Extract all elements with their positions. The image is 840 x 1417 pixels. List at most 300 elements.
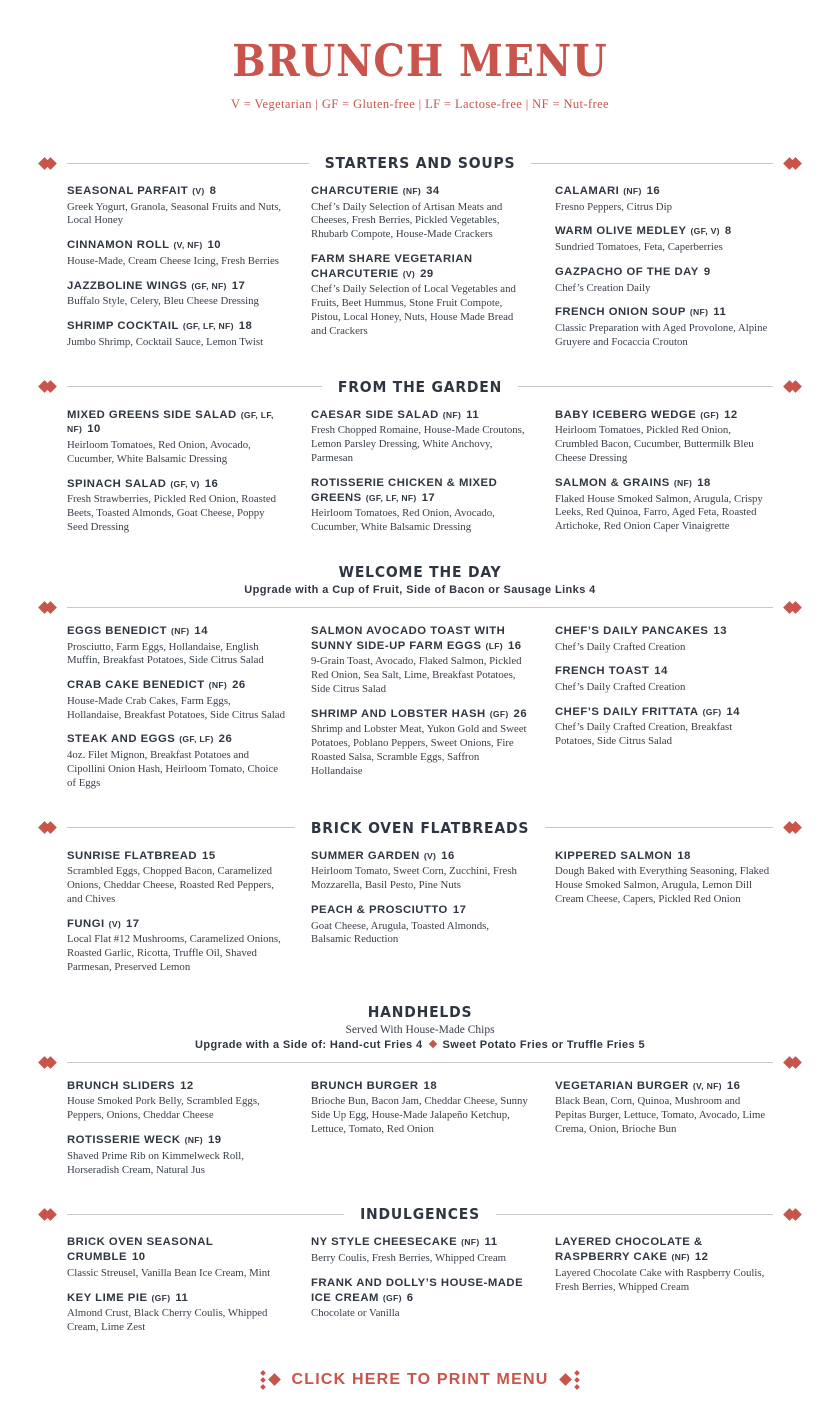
menu-column xyxy=(555,624,773,801)
diamond-dot xyxy=(260,1370,266,1376)
menu-item-title xyxy=(311,1079,529,1094)
menu-item-price: 17 xyxy=(231,279,246,292)
section-edge-diamond-icon xyxy=(785,603,800,612)
menu-item-price: 17 xyxy=(421,491,436,504)
menu-item-name: SALMON & GRAINS xyxy=(555,476,670,489)
menu-item-diet-tags: (GF) xyxy=(700,409,720,420)
menu-item-diet-tags: (GF, LF, NF) xyxy=(365,492,417,503)
menu-item-name: CHEF’S DAILY PANCAKES xyxy=(555,624,709,637)
menu-column xyxy=(311,1235,529,1344)
menu-column xyxy=(311,1079,529,1188)
menu-item xyxy=(67,279,285,309)
menu-sections xyxy=(40,154,800,1345)
section-rule-line xyxy=(67,1214,344,1215)
menu-item-description: Black Bean, Corn, Quinoa, Mushroom and Pepitas Burger, Lettuce, Tomato, Avocado, Lime Crema, Onion, Brioche Bun xyxy=(555,1095,766,1136)
menu-item-title xyxy=(311,1235,529,1250)
diamond-dot xyxy=(575,1370,581,1376)
menu-item-title xyxy=(311,903,529,918)
menu-item-title xyxy=(67,238,285,253)
section-rule-line xyxy=(67,386,322,387)
menu-item-diet-tags: (NF) xyxy=(623,186,642,196)
section-subtitle-text: Served With House-Made Chips xyxy=(345,1023,495,1036)
menu-item-price: 11 xyxy=(713,306,727,319)
menu-item-title xyxy=(67,1079,285,1094)
section-rule-line xyxy=(67,1062,773,1063)
print-menu-link[interactable]: CLICK HERE TO PRINT MENU xyxy=(291,1370,549,1388)
menu-item-diet-tags: (NF) xyxy=(461,1237,480,1248)
menu-item-price: 18 xyxy=(423,1079,438,1092)
section-edge-diamond-icon xyxy=(40,382,55,391)
section-title: HANDHELDS xyxy=(367,1002,473,1021)
section-header-rule xyxy=(40,819,800,837)
menu-item-price: 8 xyxy=(209,185,217,197)
menu-item-name: STEAK AND EGGS xyxy=(67,733,176,746)
menu-item-name: ROTISSERIE CHICKEN & MIXED GREENS xyxy=(311,476,498,504)
menu-item-price: 6 xyxy=(406,1291,414,1304)
large-diamond-icon xyxy=(560,1373,573,1386)
menu-item-price: 26 xyxy=(232,679,246,692)
menu-item xyxy=(311,476,529,535)
section-bottom-rule xyxy=(40,603,800,612)
menu-item-diet-tags: (GF, NF) xyxy=(191,280,227,291)
menu-item xyxy=(311,184,529,242)
menu-item xyxy=(311,849,529,893)
menu-item xyxy=(555,849,773,907)
menu-item-name: BRICK OVEN SEASONAL CRUMBLE xyxy=(67,1236,214,1264)
diamond-stack-icon xyxy=(575,1371,579,1389)
menu-item-description: House Smoked Pork Belly, Scrambled Eggs, Peppers, Onions, Cheddar Cheese xyxy=(67,1095,260,1122)
menu-item xyxy=(555,664,773,694)
section-edge-diamond-icon xyxy=(785,823,800,832)
menu-column xyxy=(67,624,285,801)
menu-item-price: 12 xyxy=(694,1251,709,1264)
section-edge-diamond-icon xyxy=(40,1210,55,1219)
menu-item-name: FRENCH ONION SOUP xyxy=(555,306,686,319)
section-rule-line xyxy=(67,163,309,164)
menu-item-price: 16 xyxy=(646,185,661,197)
menu-item-title xyxy=(311,849,529,864)
menu-item-name: WARM OLIVE MEDLEY xyxy=(555,225,687,238)
section-rule-line xyxy=(545,827,773,828)
section-edge-diamond-icon xyxy=(40,1058,55,1067)
menu-column xyxy=(555,184,773,360)
menu-item-title xyxy=(67,732,285,747)
menu-item-description: Chef’s Daily Selection of Artisan Meats and Cheeses, Fresh Berries, Pickled Vegetables, Rhubarb Compote, House-Made Crackers xyxy=(311,200,503,241)
section-subtitle xyxy=(40,1039,800,1051)
menu-item-description: Fresh Strawberries, Pickled Red Onion, Roasted Beets, Toasted Almonds, Goat Cheese, Poppy Seed Dressing xyxy=(67,493,277,534)
section-rule-line xyxy=(496,1214,773,1215)
menu-item-title xyxy=(67,678,285,693)
menu-item xyxy=(311,408,529,466)
menu-item-price: 10 xyxy=(87,423,101,436)
menu-item-price: 26 xyxy=(513,707,528,720)
menu-item-diet-tags: (GF, V) xyxy=(170,478,200,489)
menu-item-title xyxy=(67,624,285,639)
menu-item xyxy=(311,252,529,339)
menu-item-name: FRANK AND DOLLY’S HOUSE-MADE ICE CREAM xyxy=(311,1276,524,1304)
menu-item-title xyxy=(311,408,529,423)
menu-item-price: 18 xyxy=(677,849,691,862)
menu-item-name: JAZZBOLINE WINGS xyxy=(67,279,188,292)
menu-item-title xyxy=(555,265,773,280)
dietary-legend: V = Vegetarian | GF = Gluten-free | LF = Lactose-free | NF = Nut-free xyxy=(230,97,609,111)
menu-item xyxy=(67,624,285,668)
diamond-dot xyxy=(575,1384,581,1390)
menu-column xyxy=(311,408,529,545)
menu-item-diet-tags: (V) xyxy=(108,918,122,929)
menu-item-description: 9-Grain Toast, Avocado, Flaked Salmon, Pickled Red Onion, Sea Salt, Lime, Breakfast Potatoes, Side Citrus Salad xyxy=(311,655,522,695)
section-columns xyxy=(67,1079,773,1188)
menu-item-price: 18 xyxy=(697,476,711,489)
menu-item-diet-tags: (NF) xyxy=(402,186,422,196)
menu-item-title xyxy=(555,1235,773,1264)
page-title: BRUNCH MENU xyxy=(232,36,608,87)
menu-item-description: Local Flat #12 Mushrooms, Caramelized Onions, Roasted Garlic, Ricotta, Truffle Oil, Shaved Parmesan, Preserved Lemon xyxy=(67,933,281,973)
menu-item-price: 34 xyxy=(426,185,440,197)
menu-item-name: FARM SHARE VEGETARIAN CHARCUTERIE xyxy=(311,253,473,280)
menu-item xyxy=(67,477,285,535)
section-bottom-rule xyxy=(40,1058,800,1067)
menu-item xyxy=(67,678,285,722)
menu-item-name: MIXED GREENS SIDE SALAD xyxy=(67,408,237,421)
menu-item-diet-tags: (V) xyxy=(423,850,437,861)
menu-item-description: Dough Baked with Everything Seasoning, Flaked House Smoked Salmon, Arugula, Lemon Dill Cream Cheese, Capers, Pickled Red Onion xyxy=(555,865,770,905)
menu-item-description: Heirloom Tomatoes, Red Onion, Avocado, Cucumber, White Balsamic Dressing xyxy=(67,439,251,465)
menu-item-name: BABY ICEBERG WEDGE xyxy=(555,408,697,421)
section-columns xyxy=(67,184,773,360)
section-subtitle xyxy=(40,1024,800,1036)
menu-item-title xyxy=(67,1291,285,1306)
menu-item-description: Heirloom Tomatoes, Red Onion, Avocado, Cucumber, White Balsamic Dressing xyxy=(311,507,495,534)
menu-item-diet-tags: (NF) xyxy=(442,409,462,420)
menu-item-name: EGGS BENEDICT xyxy=(67,624,168,637)
menu-item-diet-tags: (NF) xyxy=(171,625,190,636)
menu-item xyxy=(67,1133,285,1177)
menu-item xyxy=(311,707,529,779)
large-diamond-icon xyxy=(268,1373,281,1386)
menu-item-title xyxy=(555,224,773,239)
menu-item-title xyxy=(311,624,529,653)
menu-item-diet-tags: (V, NF) xyxy=(173,240,203,251)
menu-item-description: Chef’s Daily Crafted Creation, Breakfast Potatoes, Side Citrus Salad xyxy=(555,721,733,748)
section-title: FROM THE GARDEN xyxy=(337,377,503,396)
menu-item xyxy=(67,238,285,268)
menu-item-name: SALMON AVOCADO TOAST WITH SUNNY SIDE-UP FARM EGGS xyxy=(311,624,506,652)
menu-item xyxy=(555,224,773,254)
menu-item-description: Brioche Bun, Bacon Jam, Cheddar Cheese, Sunny Side Up Egg, House-Made Jalapeño Ketchup, Lettuce, Tomato, Red Onion xyxy=(311,1095,528,1136)
menu-item xyxy=(555,408,773,466)
menu-column xyxy=(555,849,773,985)
menu-item-title xyxy=(67,917,285,932)
menu-item-name: SUMMER GARDEN xyxy=(311,849,420,862)
menu-item-description: Chef’s Daily Crafted Creation xyxy=(555,640,686,653)
menu-item-price: 9 xyxy=(703,265,711,278)
menu-item-price: 19 xyxy=(207,1134,222,1147)
menu-item-price: 8 xyxy=(724,225,732,238)
menu-column xyxy=(555,408,773,545)
menu-item-price: 14 xyxy=(726,705,740,718)
print-decoration-left-icon xyxy=(261,1371,279,1389)
menu-section-2 xyxy=(40,378,800,545)
menu-item-description: Classic Streusel, Vanilla Bean Ice Cream, Mint xyxy=(67,1266,271,1279)
menu-item-diet-tags: (NF) xyxy=(689,307,709,318)
menu-item-name: FUNGI xyxy=(67,917,105,930)
menu-item-title xyxy=(555,184,773,199)
menu-item-description: Goat Cheese, Arugula, Toasted Almonds, Balsamic Reduction xyxy=(311,919,490,946)
section-edge-diamond-icon xyxy=(40,603,55,612)
menu-item xyxy=(67,849,285,907)
menu-item xyxy=(555,265,773,295)
menu-item-diet-tags: (GF, V) xyxy=(690,226,720,237)
menu-item-price: 10 xyxy=(207,239,222,252)
menu-section-4 xyxy=(40,819,800,985)
menu-item xyxy=(311,1079,529,1137)
section-title: WELCOME THE DAY xyxy=(338,562,502,581)
menu-item-price: 11 xyxy=(466,408,480,421)
menu-item-diet-tags: (LF) xyxy=(485,640,503,651)
menu-item-diet-tags: (NF) xyxy=(184,1135,203,1146)
menu-item xyxy=(555,476,773,534)
menu-item xyxy=(311,1235,529,1265)
menu-item-description: Classic Preparation with Aged Provolone, Alpine Gruyere and Focaccia Crouton xyxy=(555,322,768,348)
menu-item-diet-tags: (V) xyxy=(402,268,416,279)
menu-column xyxy=(67,1079,285,1188)
menu-item-description: Greek Yogurt, Granola, Seasonal Fruits and Nuts, Local Honey xyxy=(67,200,282,227)
menu-item-title xyxy=(67,477,285,492)
menu-item-title xyxy=(67,849,285,864)
section-edge-diamond-icon xyxy=(785,1058,800,1067)
menu-item-name: SHRIMP AND LOBSTER HASH xyxy=(311,707,486,720)
menu-item-name: VEGETARIAN BURGER xyxy=(555,1079,689,1092)
menu-item xyxy=(555,184,773,214)
menu-item-name: CAESAR SIDE SALAD xyxy=(311,408,439,421)
menu-item-title xyxy=(555,1079,773,1094)
menu-item-diet-tags: (GF) xyxy=(382,1292,402,1303)
section-edge-diamond-icon xyxy=(40,823,55,832)
menu-item-description: House-Made, Cream Cheese Icing, Fresh Berries xyxy=(67,254,279,267)
diamond-dot xyxy=(260,1377,266,1383)
section-edge-diamond-icon xyxy=(785,1210,800,1219)
menu-item-diet-tags: (GF, LF) xyxy=(179,734,214,745)
menu-column xyxy=(311,184,529,360)
menu-item-description: Prosciutto, Farm Eggs, Hollandaise, English Muffin, Breakfast Potatoes, Side Citrus Salad xyxy=(67,640,264,667)
diamond-dot xyxy=(260,1384,266,1390)
menu-item-diet-tags: (GF) xyxy=(151,1292,171,1303)
menu-item-price: 11 xyxy=(175,1291,189,1304)
menu-item-name: CHARCUTERIE xyxy=(311,185,399,197)
menu-item-title xyxy=(555,705,773,720)
menu-item-title xyxy=(311,707,529,722)
section-edge-diamond-icon xyxy=(40,159,55,168)
menu-item-description: Buffalo Style, Celery, Bleu Cheese Dressing xyxy=(67,295,259,308)
menu-item-description: Fresh Chopped Romaine, House-Made Croutons, Lemon Parsley Dressing, White Anchovy, Parmesan xyxy=(311,424,525,465)
menu-item xyxy=(67,917,285,975)
menu-item-diet-tags: (NF) xyxy=(671,1252,690,1263)
menu-item-name: SUNRISE FLATBREAD xyxy=(67,849,198,862)
menu-item-description: Chef’s Daily Selection of Local Vegetables and Fruits, Beet Hummus, Stone Fruit Compote, Pistou, Local Honey, Nuts, House Made Bread and Crackers xyxy=(311,283,516,337)
menu-item-description: Heirloom Tomatoes, Pickled Red Onion, Crumbled Bacon, Cucumber, Buttermilk Bleu Cheese Dressing xyxy=(555,424,754,465)
section-title: BRICK OVEN FLATBREADS xyxy=(310,818,530,837)
menu-item-price: 18 xyxy=(238,320,253,333)
menu-item-price: 15 xyxy=(202,849,216,862)
menu-item xyxy=(67,184,285,228)
menu-column xyxy=(67,1235,285,1344)
menu-item-price: 12 xyxy=(724,408,738,421)
menu-item-price: 17 xyxy=(126,917,140,930)
menu-item-name: SEASONAL PARFAIT xyxy=(67,185,189,197)
section-subtitle xyxy=(40,584,800,596)
menu-item-name: NY STYLE CHEESECAKE xyxy=(311,1236,458,1249)
menu-item-title xyxy=(67,184,285,199)
menu-item-diet-tags: (GF, LF, NF) xyxy=(67,409,274,435)
menu-item-description: 4oz. Filet Mignon, Breakfast Potatoes and Cipollini Onion Hash, Heirloom Tomato, Choice of Eggs xyxy=(67,749,279,789)
section-header-rule xyxy=(40,154,800,172)
diamond-stack-icon xyxy=(261,1371,265,1389)
section-rule-line xyxy=(518,386,773,387)
menu-item xyxy=(311,1276,529,1321)
menu-item-name: KIPPERED SALMON xyxy=(555,849,673,862)
small-diamond-icon xyxy=(428,1040,436,1048)
menu-item-price: 17 xyxy=(452,903,467,916)
menu-item-title xyxy=(555,624,773,639)
menu-item-name: GAZPACHO OF THE DAY xyxy=(555,265,699,278)
section-subtitle-text: Upgrade with a Cup of Fruit, Side of Bacon or Sausage Links 4 xyxy=(244,583,596,596)
print-decoration-right-icon xyxy=(561,1371,579,1389)
menu-item-price: 11 xyxy=(484,1236,498,1249)
menu-item-description: Jumbo Shrimp, Cocktail Sauce, Lemon Twist xyxy=(67,335,264,348)
menu-item-name: CRAB CAKE BENEDICT xyxy=(67,679,205,692)
menu-item-diet-tags: (V) xyxy=(192,186,205,196)
section-columns xyxy=(67,849,773,985)
menu-item-description: Shrimp and Lobster Meat, Yukon Gold and Sweet Potatoes, Poblano Peppers, Sweet Onions, Fire Roasted Salsa, Scramble Eggs, Saffron Hollandaise xyxy=(311,723,527,777)
menu-item-diet-tags: (GF) xyxy=(702,706,722,717)
menu-item-diet-tags: (GF, LF, NF) xyxy=(182,321,234,332)
menu-item-price: 12 xyxy=(180,1079,194,1092)
menu-item xyxy=(67,1079,285,1123)
menu-item-price: 10 xyxy=(131,1251,146,1264)
menu-item-description: Scrambled Eggs, Chopped Bacon, Caramelized Onions, Cheddar Cheese, Roasted Red Peppers, and Chives xyxy=(67,865,274,905)
menu-item-title xyxy=(555,305,773,320)
section-edge-diamond-icon xyxy=(785,159,800,168)
menu-item-name: LAYERED CHOCOLATE & RASPBERRY CAKE xyxy=(555,1236,703,1264)
menu-item-description: Berry Coulis, Fresh Berries, Whipped Cream xyxy=(311,1252,507,1265)
print-menu-row xyxy=(40,1371,800,1389)
menu-item-price: 16 xyxy=(204,477,219,490)
menu-section-1 xyxy=(40,154,800,360)
section-header-rule xyxy=(40,378,800,396)
menu-item-name: BRUNCH BURGER xyxy=(311,1079,419,1092)
menu-item xyxy=(555,624,773,654)
menu-item-title xyxy=(311,252,529,281)
section-columns xyxy=(67,624,773,801)
menu-item-title xyxy=(555,664,773,679)
menu-item-title xyxy=(67,319,285,334)
menu-item-price: 16 xyxy=(507,639,522,652)
section-header-rule xyxy=(40,1205,800,1223)
menu-section-5 xyxy=(40,1003,800,1188)
menu-item-description: Almond Crust, Black Cherry Coulis, Whipped Cream, Lime Zest xyxy=(67,1307,268,1333)
menu-item xyxy=(311,624,529,697)
menu-column xyxy=(67,184,285,360)
menu-item-description: Chef’s Creation Daily xyxy=(555,281,651,294)
menu-item-name: CINNAMON ROLL xyxy=(67,239,170,252)
menu-item-price: 14 xyxy=(654,665,668,678)
menu-column xyxy=(555,1235,773,1344)
menu-item xyxy=(555,1079,773,1137)
menu-item-price: 13 xyxy=(713,624,727,637)
menu-item-title xyxy=(67,1133,285,1148)
menu-item-name: SPINACH SALAD xyxy=(67,477,167,490)
menu-item-description: Layered Chocolate Cake with Raspberry Coulis, Fresh Berries, Whipped Cream xyxy=(555,1266,765,1293)
menu-item-title xyxy=(311,476,529,505)
menu-item-title xyxy=(555,476,773,491)
menu-item xyxy=(555,705,773,749)
menu-item-name: CALAMARI xyxy=(555,185,620,197)
menu-item-title xyxy=(311,1276,529,1305)
menu-item-diet-tags: (V, NF) xyxy=(692,1080,722,1091)
menu-column xyxy=(555,1079,773,1188)
section-subtitle-text: Sweet Potato Fries or Truffle Fries 5 xyxy=(442,1038,645,1051)
menu-item-price: 29 xyxy=(420,267,434,280)
section-title: INDULGENCES xyxy=(360,1205,480,1224)
menu-item-price: 16 xyxy=(726,1079,741,1092)
section-rule-line xyxy=(531,163,773,164)
menu-item-diet-tags: (NF) xyxy=(208,680,228,691)
section-rule-line xyxy=(67,827,295,828)
menu-item-title xyxy=(311,184,529,199)
menu-item xyxy=(311,903,529,947)
menu-item xyxy=(67,1291,285,1335)
menu-item-description: Shaved Prime Rib on Kimmelweck Roll, Horseradish Cream, Natural Jus xyxy=(67,1149,244,1176)
menu-item-title xyxy=(555,408,773,423)
section-columns xyxy=(67,408,773,545)
menu-item-name: BRUNCH SLIDERS xyxy=(67,1079,176,1092)
menu-item-description: Sundried Tomatoes, Feta, Caperberries xyxy=(555,241,723,254)
section-title: STARTERS AND SOUPS xyxy=(324,154,516,172)
menu-item-description: Flaked House Smoked Salmon, Arugula, Crispy Leeks, Red Quinoa, Farro, Aged Feta, Roasted Artichoke, Red Onion Caper Vinaigrette xyxy=(555,492,763,533)
menu-item-title xyxy=(555,849,773,864)
menu-item-title xyxy=(67,1235,285,1264)
section-subtitle-text: Upgrade with a Side of: Hand-cut Fries 4 xyxy=(195,1038,423,1051)
menu-item xyxy=(555,1235,773,1294)
menu-item-diet-tags: (NF) xyxy=(673,477,693,488)
menu-item-price: 26 xyxy=(218,733,233,746)
menu-column xyxy=(311,849,529,985)
menu-item-name: CHEF’S DAILY FRITTATA xyxy=(555,705,699,718)
menu-item-price: 14 xyxy=(194,624,208,637)
menu-column xyxy=(311,624,529,801)
menu-item-name: PEACH & PROSCIUTTO xyxy=(311,903,448,916)
diamond-dot xyxy=(575,1377,581,1383)
section-edge-diamond-icon xyxy=(785,382,800,391)
menu-item-title xyxy=(67,279,285,294)
menu-item-description: Chef’s Daily Crafted Creation xyxy=(555,680,686,693)
menu-item-description: Chocolate or Vanilla xyxy=(311,1307,400,1320)
menu-item-description: Heirloom Tomato, Sweet Corn, Zucchini, Fresh Mozzarella, Basil Pesto, Pine Nuts xyxy=(311,865,517,892)
menu-item-name: SHRIMP COCKTAIL xyxy=(67,320,179,333)
menu-section-3 xyxy=(40,563,800,801)
menu-column xyxy=(67,849,285,985)
menu-item-description: House-Made Crab Cakes, Farm Eggs, Hollandaise, Breakfast Potatoes, Side Citrus Salad xyxy=(67,694,285,721)
menu-item-price: 16 xyxy=(441,849,455,862)
section-rule-line xyxy=(67,607,773,608)
menu-item xyxy=(67,732,285,790)
menu-item-name: ROTISSERIE WECK xyxy=(67,1134,181,1147)
menu-item xyxy=(67,1235,285,1280)
menu-item-diet-tags: (GF) xyxy=(489,708,509,719)
menu-item-description: Fresno Peppers, Citrus Dip xyxy=(555,200,672,213)
menu-item xyxy=(67,408,285,467)
